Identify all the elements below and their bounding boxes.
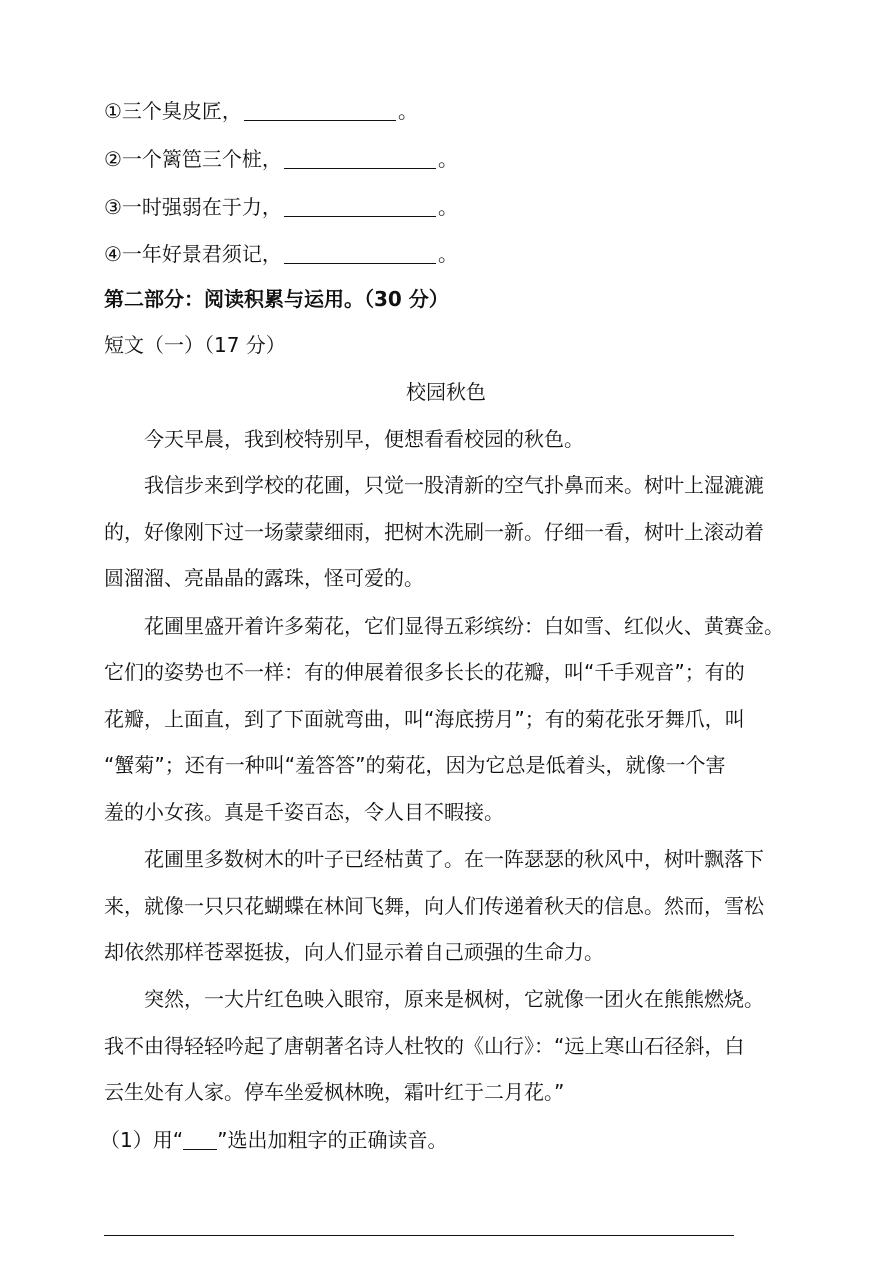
answer-blank-1[interactable]: [244, 100, 396, 121]
passage-line: 我不由得轻轻吟起了唐朝著名诗人杜牧的《山行》：“远上寒山石径斜，白: [104, 1034, 745, 1058]
passage-line: 我信步来到学校的花圃，只觉一股清新的空气扑鼻而来。树叶上湿漉漉: [144, 473, 764, 497]
fill-item-3: ③一时强弱在于力， 。: [104, 195, 458, 219]
passage-line: 突然，一大片红色映入眼帘，原来是枫树，它就像一团火在熊熊燃烧。: [144, 987, 764, 1011]
fill-item-1: ①三个臭皮匠， 。: [104, 99, 418, 123]
passage-title: 校园秋色: [406, 380, 486, 404]
answer-blank-3[interactable]: [284, 196, 436, 217]
section-heading: 第二部分：阅读积累与运用。（30 分）: [104, 287, 449, 311]
footer-divider: [104, 1235, 734, 1236]
answer-blank-2[interactable]: [284, 148, 436, 169]
passage-label: 短文（一）（17 分）: [104, 333, 286, 357]
passage-line: 圆溜溜、亮晶晶的露珠，怪可爱的。: [104, 566, 424, 590]
fill-item-2: ②一个篱笆三个桩， 。: [104, 147, 458, 171]
passage-line: 花圃里多数树木的叶子已经枯黄了。在一阵瑟瑟的秋风中，树叶飘落下: [144, 847, 764, 871]
passage-line: 羞的小女孩。真是千姿百态，令人目不暇接。: [104, 800, 504, 824]
passage-line: 云生处有人家。停车坐爱枫林晚，霜叶红于二月花。”: [104, 1080, 565, 1104]
answer-blank-4[interactable]: [284, 243, 436, 264]
passage-line: 花瓣，上面直，到了下面就弯曲，叫“海底捞月”；有的菊花张牙舞爪，叫: [104, 707, 745, 731]
passage-line: 花圃里盛开着许多菊花，它们显得五彩缤纷：白如雪、红似火、黄赛金。: [144, 614, 784, 638]
question-blank[interactable]: [183, 1129, 217, 1150]
passage-line: 来，就像一只只花蝴蝶在林间飞舞，向人们传递着秋天的信息。然而，雪松: [104, 894, 764, 918]
question-1: （1）用“ ”选出加粗字的正确读音。: [100, 1128, 448, 1152]
passage-line: 今天早晨，我到校特别早，便想看看校园的秋色。: [144, 427, 584, 451]
passage-line: “蟹菊”；还有一种叫“羞答答”的菊花，因为它总是低着头，就像一个害: [104, 753, 726, 777]
passage-line: 它们的姿势也不一样：有的伸展着很多长长的花瓣，叫“千手观音”；有的: [104, 660, 745, 684]
passage-line: 却依然那样苍翠挺拔，向人们显示着自己顽强的生命力。: [104, 940, 604, 964]
passage-line: 的，好像刚下过一场蒙蒙细雨，把树木洗刷一新。仔细一看，树叶上滚动着: [104, 520, 764, 544]
fill-item-4: ④一年好景君须记， 。: [104, 242, 458, 266]
